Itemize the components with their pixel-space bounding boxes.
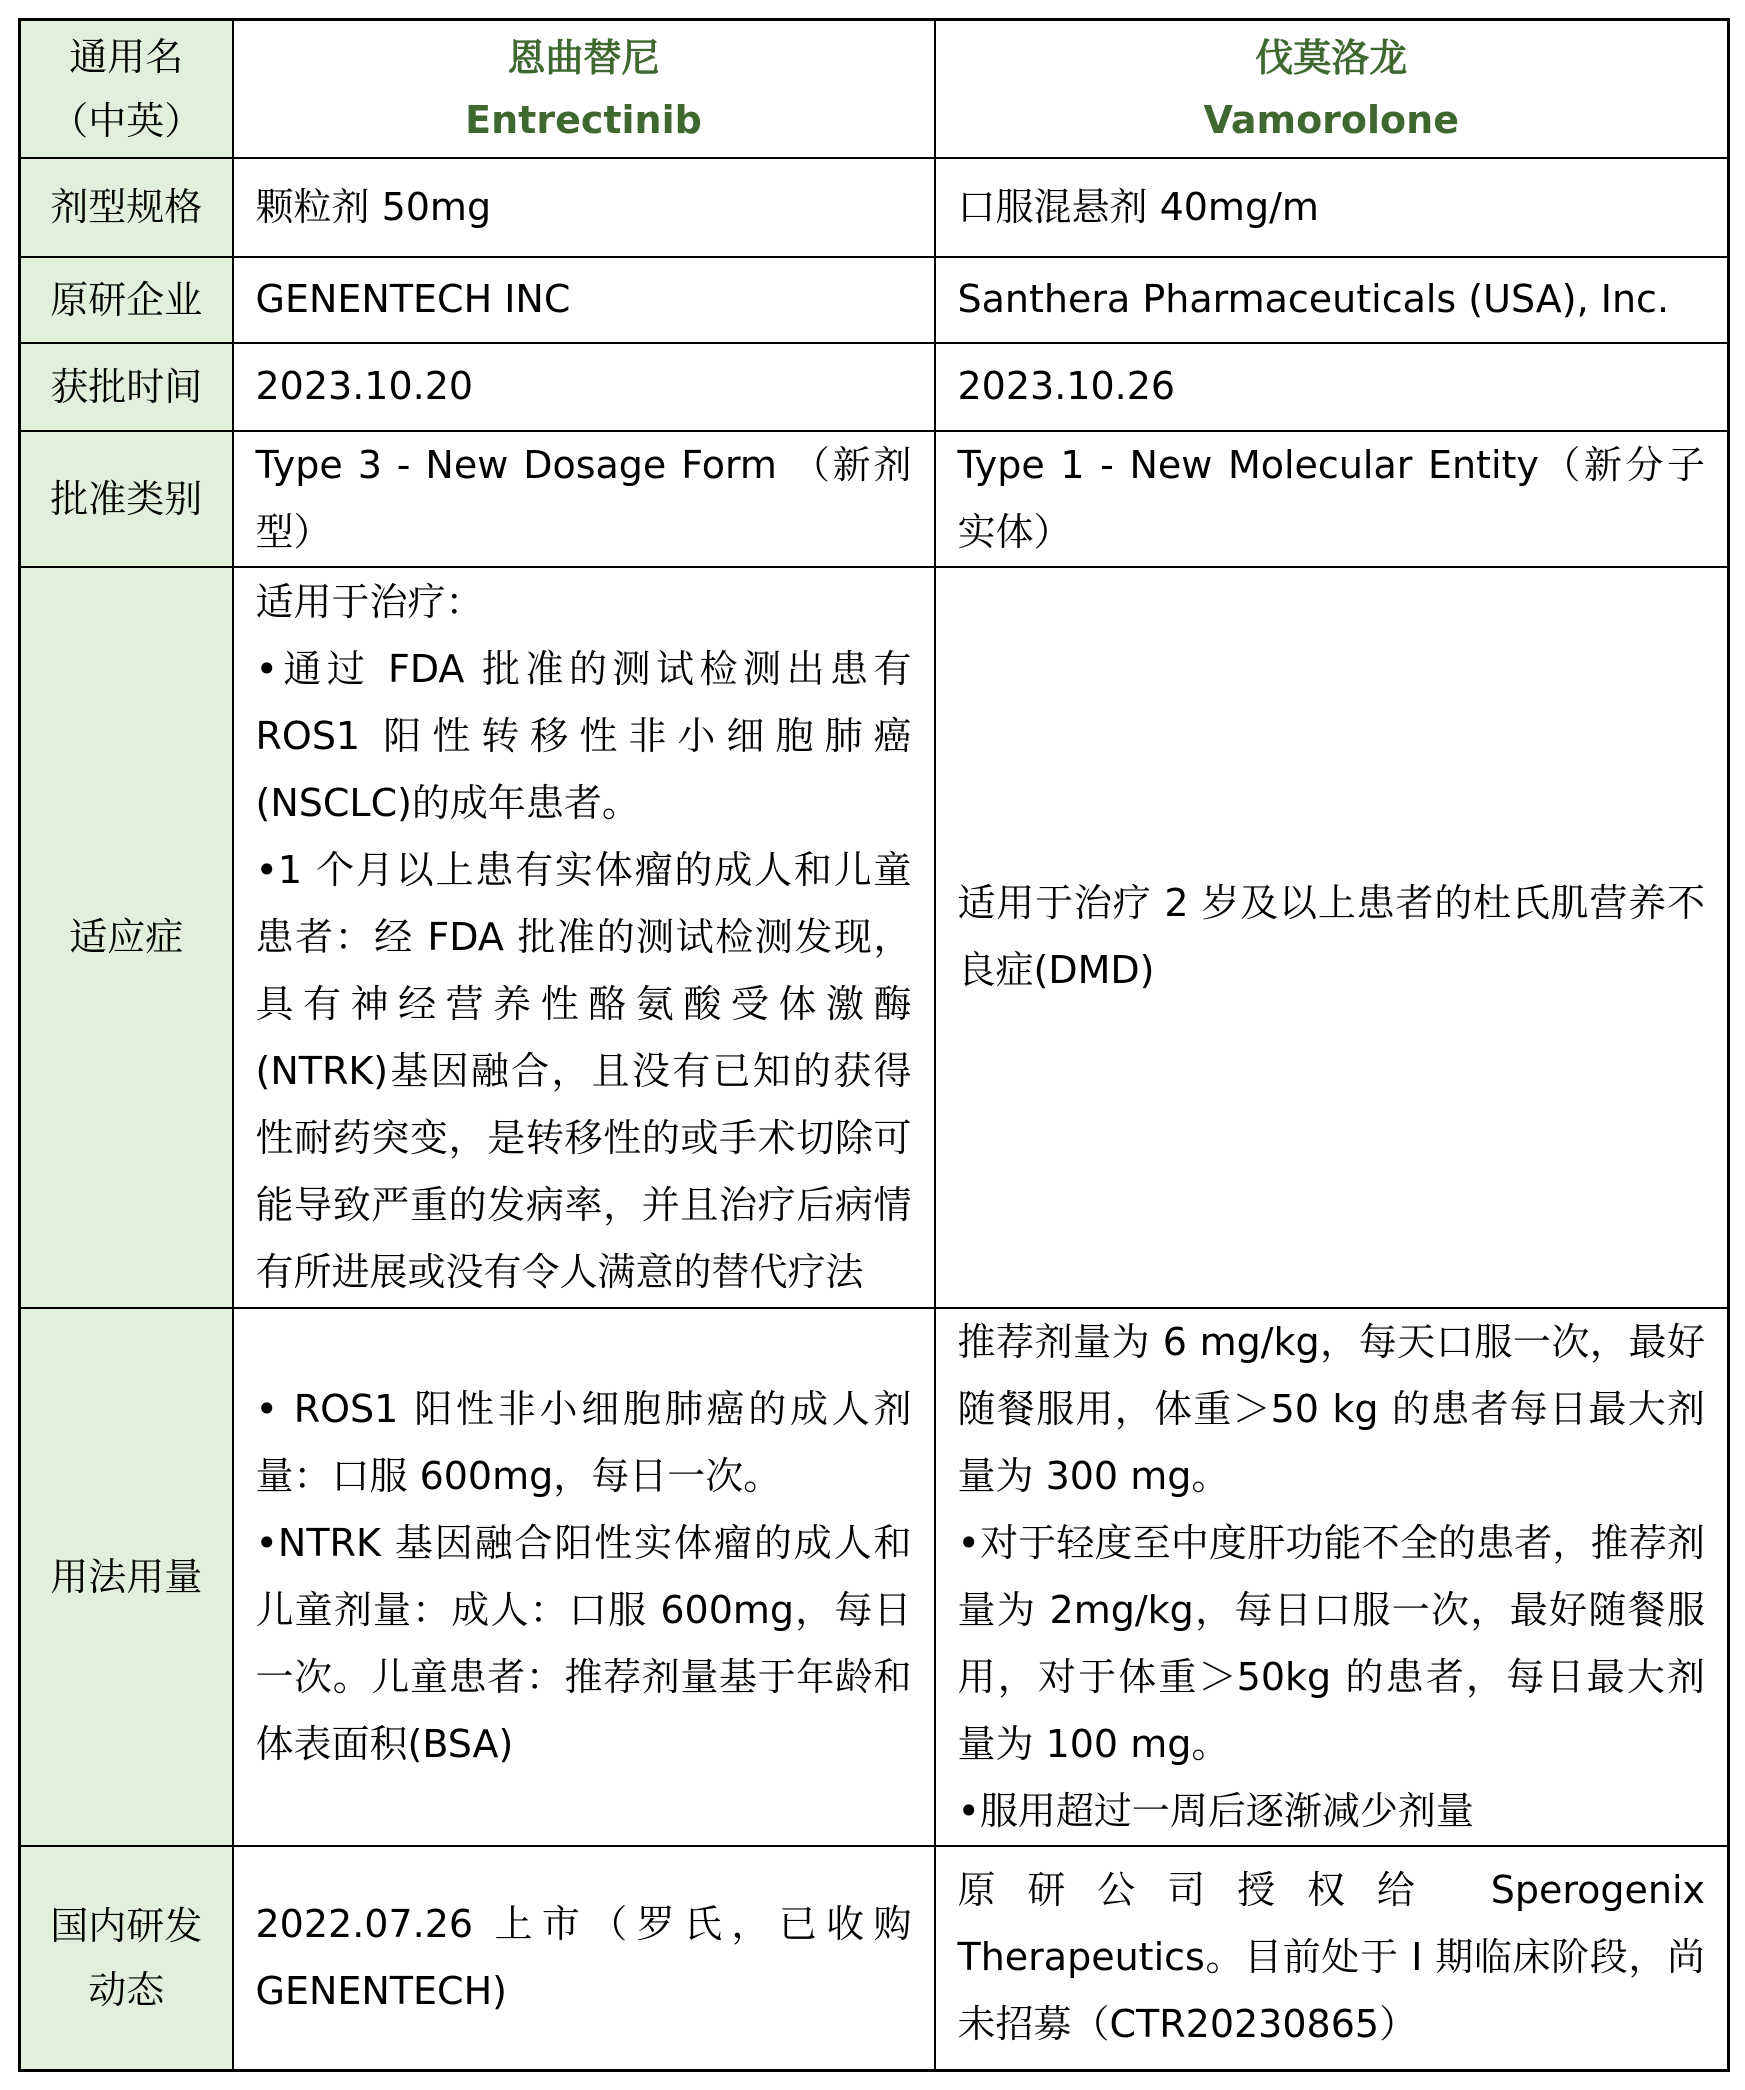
- table-row-dosage-form: [20, 158, 1729, 257]
- text-line: 2022.07.26 上市（罗氏，已收购 GENENTECH): [255, 1901, 912, 2013]
- table-header-row: [20, 20, 1729, 158]
- text-line: Type 3 - New Dosage Form （新剂型）: [255, 442, 912, 554]
- drug1-name-cell: [233, 20, 935, 158]
- text-line: •服用超过一周后逐渐减少剂量: [957, 1788, 1474, 1833]
- approval-type-drug2-cell: [935, 431, 1729, 567]
- text-line: 推荐剂量为 6 mg/kg，每天口服一次，最好随餐服用，体重＞50 kg 的患者每日最大剂量为 300 mg。: [957, 1319, 1705, 1498]
- domestic-development-drug2-cell: [935, 1846, 1729, 2071]
- table-row-domestic-development: [20, 1846, 1729, 2071]
- dosage-form-drug1-cell: [233, 158, 935, 257]
- text-line: •对于轻度至中度肝功能不全的患者，推荐剂量为 2mg/kg，每日口服一次，最好随餐服用，对于体重＞50kg 的患者，每日最大剂量为 100 mg。: [957, 1520, 1705, 1766]
- row-label-originator: 原研企业: [20, 257, 233, 343]
- text-line: Santhera Pharmaceuticals (USA), Inc.: [957, 277, 1670, 321]
- dosage-administration-drug1-cell: [233, 1308, 935, 1846]
- header-label-cell: [20, 20, 233, 158]
- text-line: •通过 FDA 批准的测试检测出患有 ROS1 阳性转移性非小细胞肺癌(NSCLC)的成年患者。: [255, 646, 912, 825]
- row-label-dosage-form: 剂型规格: [20, 158, 233, 257]
- indication-drug2-cell: [935, 567, 1729, 1308]
- text-line: 原研公司授权给 Sperogenix Therapeutics。目前处于 I 期临床阶段，尚未招募（CTR20230865）: [957, 1868, 1705, 2047]
- dosage-form-drug2-cell: [935, 158, 1729, 257]
- text-line: GENENTECH INC: [255, 277, 571, 321]
- drug1-en-name: Entrectinib: [465, 97, 702, 142]
- row-label-approval-date: 获批时间: [20, 343, 233, 431]
- text-line: • ROS1 阳性非小细胞肺癌的成人剂量：口服 600mg，每日一次。: [255, 1386, 912, 1498]
- text-line: 动态: [88, 1967, 165, 2012]
- text-line: 适用于治疗 2 岁及以上患者的杜氏肌营养不良症(DMD): [957, 881, 1705, 992]
- text-line: •NTRK 基因融合阳性实体瘤的成人和儿童剂量：成人：口服 600mg，每日一次。儿童患者：推荐剂量基于年龄和体表面积(BSA): [255, 1520, 912, 1766]
- dosage-administration-drug2-cell: [935, 1308, 1729, 1846]
- drug-comparison-table: [18, 18, 1730, 2072]
- indication-drug1-cell: [233, 567, 935, 1308]
- row-label-indication: 适应症: [20, 567, 233, 1308]
- approval-date-drug1-cell: [233, 343, 935, 431]
- table-row-dosage-administration: [20, 1308, 1729, 1846]
- text-line: 通用名: [69, 34, 184, 79]
- domestic-development-drug1-cell: [233, 1846, 935, 2071]
- table-row-approval-date: [20, 343, 1729, 431]
- text-line: 2023.10.26: [957, 364, 1176, 408]
- text-line: （中英）: [50, 98, 203, 143]
- drug2-en-name: Vamorolone: [1203, 97, 1459, 142]
- approval-date-drug2-cell: [935, 343, 1729, 431]
- text-line: •1 个月以上患有实体瘤的成人和儿童患者：经 FDA 批准的测试检测发现，具有神经营养性酪氨酸受体激酶(NTRK)基因融合，且没有已知的获得性耐药突变，是转移性的或手术切除可能导致严重的发病率，并且治疗后病情有所进展或没有令人满意的替代疗法: [255, 847, 912, 1294]
- originator-drug1-cell: [233, 257, 935, 343]
- table-row-indication: [20, 567, 1729, 1308]
- text-line: 颗粒剂 50mg: [255, 184, 492, 229]
- row-label-approval-type: 批准类别: [20, 431, 233, 567]
- table-row-originator: [20, 257, 1729, 343]
- text-line: 口服混悬剂 40mg/m: [957, 184, 1319, 229]
- drug2-name-cell: [935, 20, 1729, 158]
- approval-type-drug1-cell: [233, 431, 935, 567]
- text-line: 国内研发: [50, 1903, 203, 1948]
- text-line: 2023.10.20: [255, 364, 474, 408]
- table-row-approval-type: [20, 431, 1729, 567]
- drug1-cn-name: 恩曲替尼: [507, 35, 660, 80]
- row-label-dosage-administration: 用法用量: [20, 1308, 233, 1846]
- text-line: 适用于治疗：: [255, 579, 484, 624]
- originator-drug2-cell: [935, 257, 1729, 343]
- text-line: Type 1 - New Molecular Entity（新分子实体）: [957, 442, 1705, 554]
- row-label-domestic-development: [20, 1846, 233, 2071]
- drug2-cn-name: 伐莫洛龙: [1255, 35, 1408, 80]
